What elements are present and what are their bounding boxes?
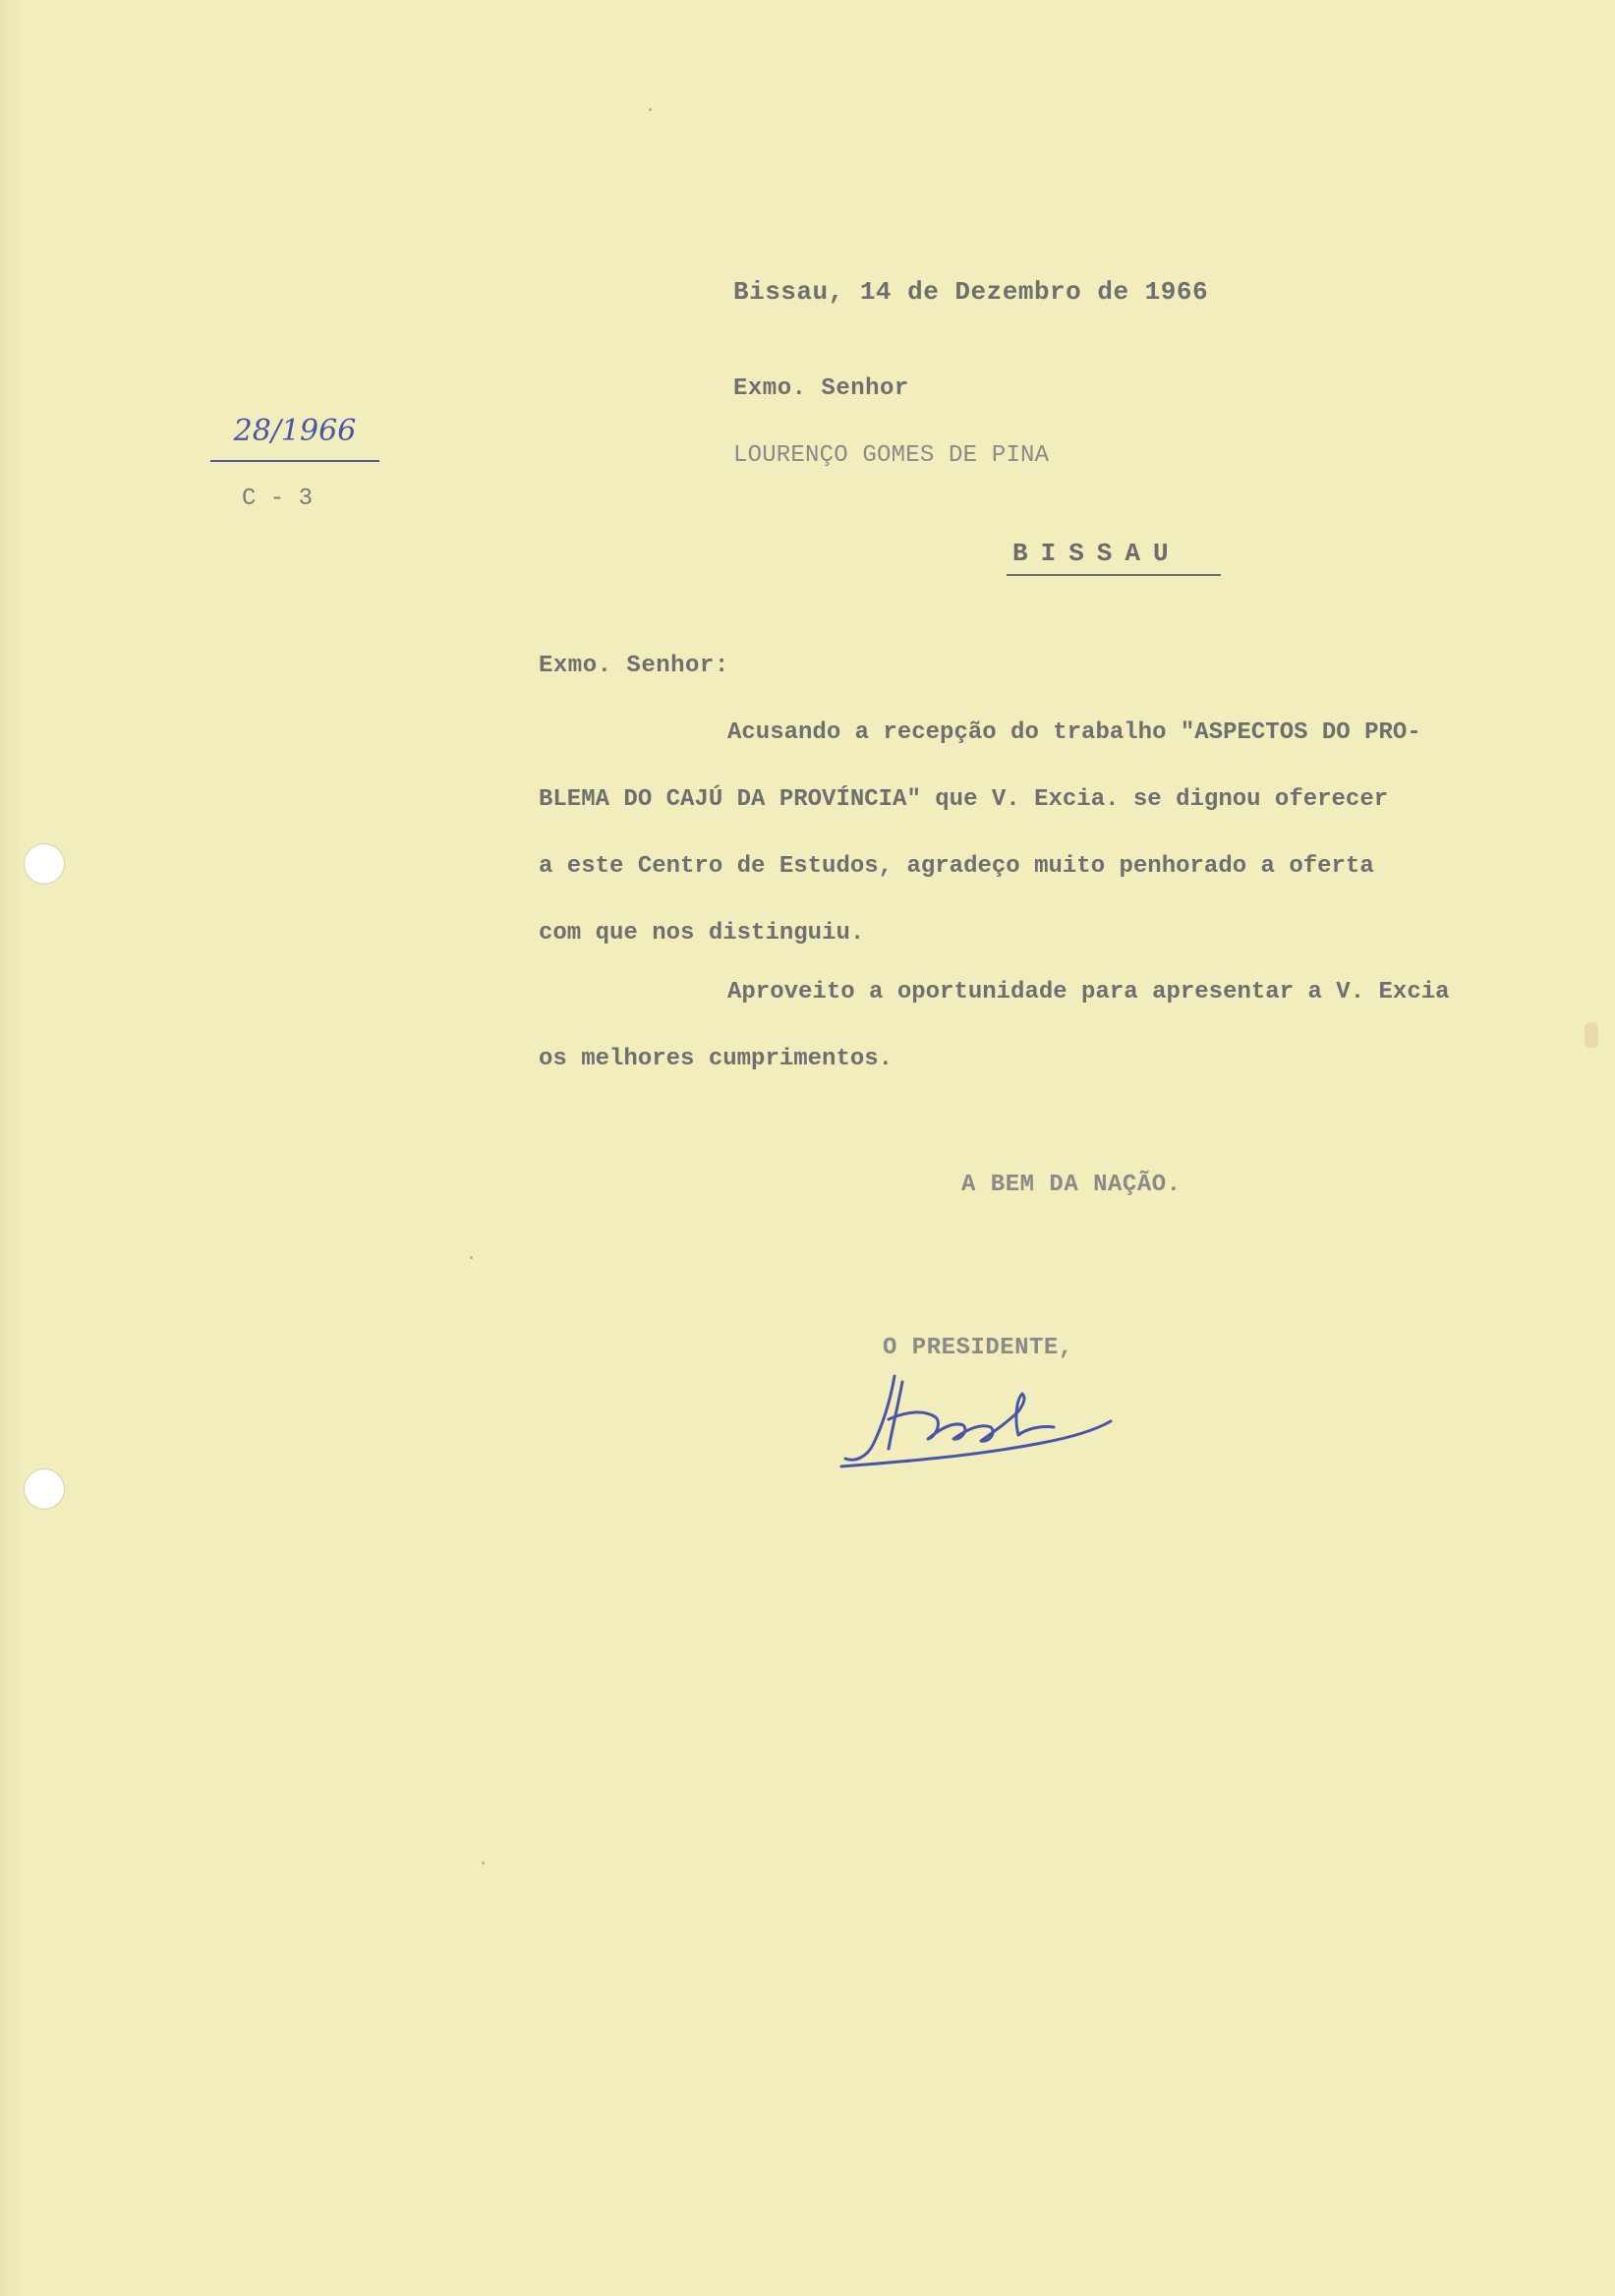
- punch-hole: [24, 1468, 65, 1510]
- body-paragraph: [539, 700, 1561, 967]
- paper-stain: [1585, 1022, 1598, 1048]
- city-underline: [1007, 574, 1221, 576]
- salutation: Exmo. Senhor:: [539, 653, 729, 679]
- paper-speck: [482, 1862, 485, 1865]
- paragraph-line: BLEMA DO CAJÚ DA PROVÍNCIA" que V. Excia. se dignou oferecer: [539, 786, 1389, 813]
- paragraph-line: Aproveito a oportunidade para apresentar a V. Excia: [727, 979, 1450, 1005]
- recipient-name: LOURENÇO GOMES DE PINA: [733, 442, 1050, 469]
- paragraph-line: os melhores cumprimentos.: [539, 1046, 894, 1072]
- recipient-city: BISSAU: [1012, 539, 1182, 568]
- place-date: Bissau, 14 de Dezembro de 1966: [733, 277, 1209, 307]
- paragraph-line: a este Centro de Estudos, agradeço muito penhorado a oferta: [539, 853, 1374, 880]
- file-code: C - 3: [242, 486, 314, 512]
- body-paragraph: [539, 959, 1561, 1093]
- signatory-title: O PRESIDENTE,: [883, 1335, 1073, 1361]
- paper-speck: [470, 1256, 473, 1259]
- punch-hole: [24, 843, 65, 885]
- recipient-title: Exmo. Senhor: [733, 375, 909, 402]
- paper-edge-shade: [0, 0, 26, 2296]
- paragraph-line: com que nos distinguiu.: [539, 920, 865, 947]
- closing: A BEM DA NAÇÃO.: [961, 1172, 1182, 1198]
- reference-underline: [210, 460, 379, 462]
- paper-speck: [649, 108, 652, 111]
- handwritten-reference-number: 28/1966: [233, 414, 357, 448]
- handwritten-signature: [834, 1360, 1119, 1478]
- paragraph-line: Acusando a recepção do trabalho "ASPECTOS DO PRO-: [727, 719, 1421, 746]
